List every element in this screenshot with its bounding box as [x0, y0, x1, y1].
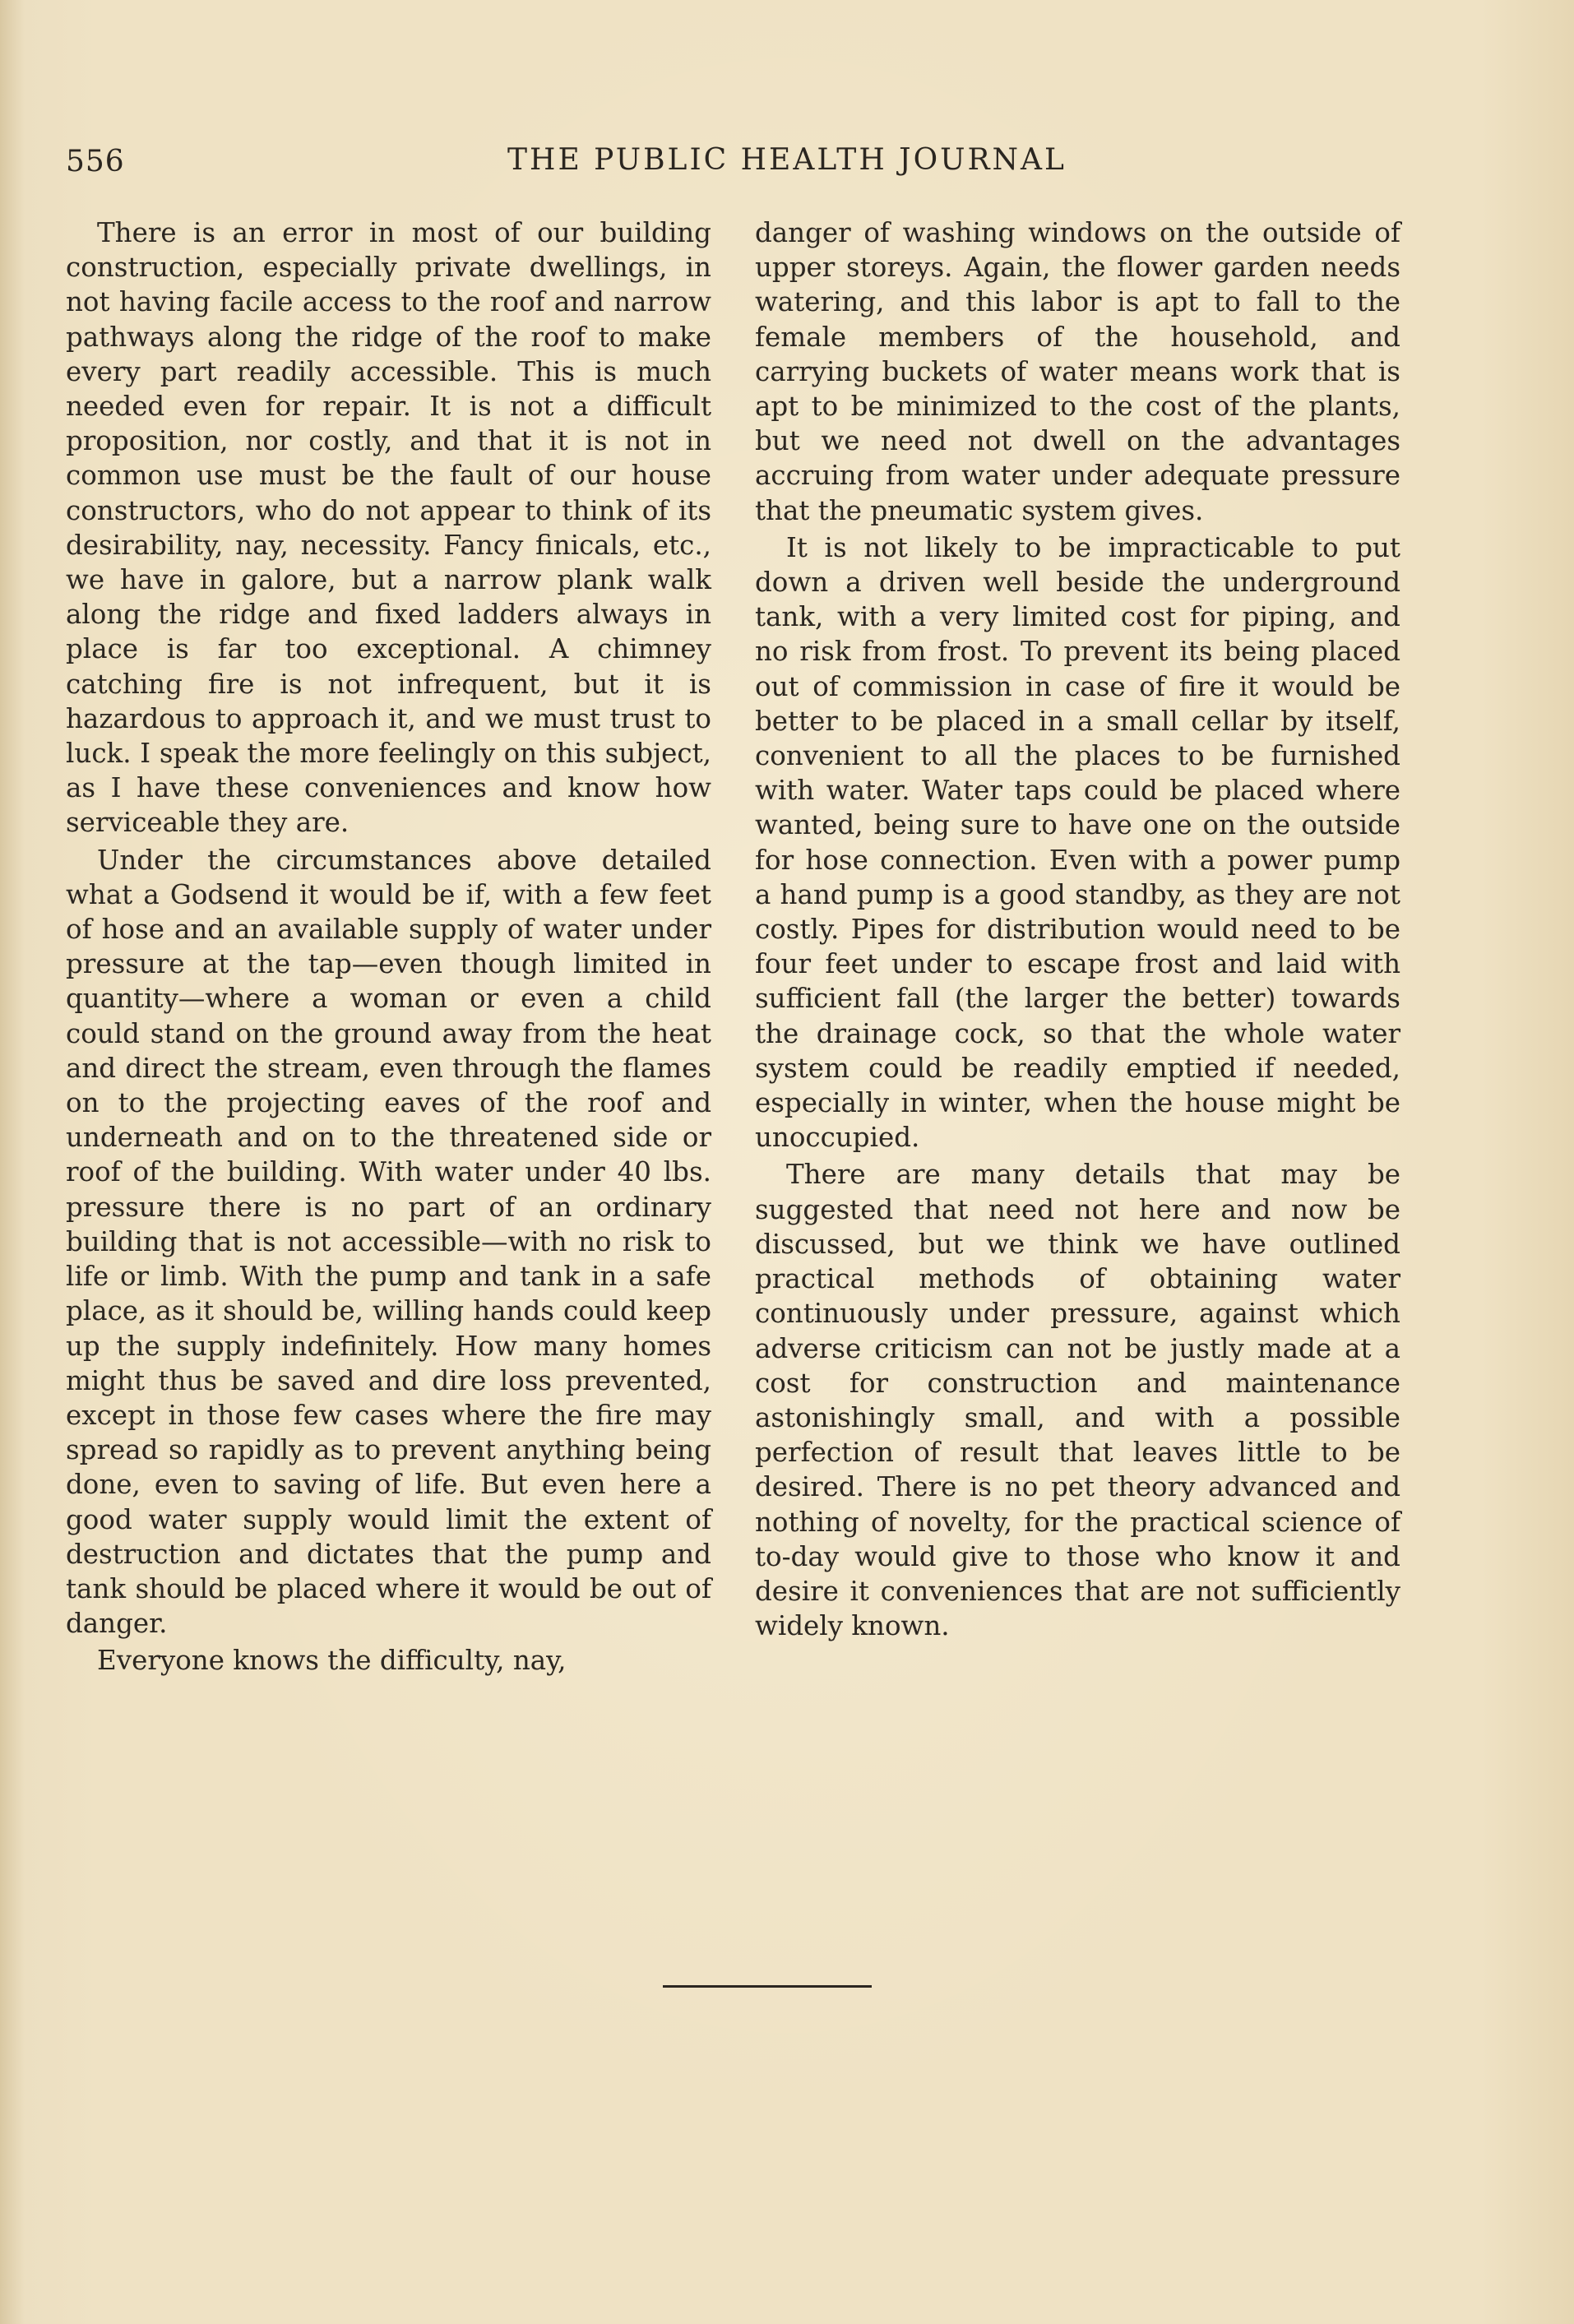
- paragraph: Under the circumstances above detailed what a Godsend it would be if, with a few feet of hose and an available supply of water under pressure at the tap—even though limited in quantity—where a woman or even a child could stand on the ground away from the heat and direct the stream, even through the flames on to the projecting eaves of the roof and underneath and on to the threatened side or roof of the building. With water under 40 lbs. pressure there is no part of an ordinary building that is not accessible—with no risk to life or limb. With the pump and tank in a safe place, as it should be, willing hands could keep up the supply indefinitely. How many homes might thus be saved and dire loss prevented, except in those few cases where the fire may spread so rapidly as to prevent anything being done, even to saving of life. But even here a good water supply would limit the extent of destruction and dictates that the pump and tank should be placed where it would be out of danger.: [66, 844, 711, 1640]
- left-column: [66, 215, 711, 1678]
- right-column: [755, 215, 1400, 1643]
- section-end-rule: [663, 1985, 872, 1988]
- paragraph: Everyone knows the difficulty, nay,: [97, 1645, 567, 1677]
- running-head-journal-title: THE PUBLIC HEALTH JOURNAL: [507, 143, 1067, 177]
- paragraph: It is not likely to be impracticable to put down a driven well beside the underground tank, with a very limited cost for piping, and no risk from frost. To prevent its being placed out of commission in case of fire it would be better to be placed in a small cellar by itself, convenient to all the places to be furnished with water. Water taps could be placed where wanted, being sure to have one on the outside for hose connection. Even with a power pump a hand pump is a good standby, as they are not costly. Pipes for distribution would need to be four feet under to escape frost and laid with sufficient fall (the larger the better) towards the drainage cock, so that the whole water system could be readily emptied if needed, especially in winter, when the house might be unoccupied.: [755, 531, 1400, 1154]
- paragraph-continued: danger of washing windows on the outside of upper storeys. Again, the flower garden needs watering, and this labor is apt to fall to the female members of the household, and carrying buckets of water means work that is apt to be minimized to the cost of the plants, but we need not dwell on the advantages accruing from water under adequate pressure that the pneumatic system gives.: [755, 217, 1400, 526]
- paragraph: There are many details that may be suggested that need not here and now be discussed, but we think we have outlined practical methods of obtaining water continuously under pressure, against which adverse criticism can not be justly made at a cost for construction and maintenance astonishingly small, and with a possible perfection of result that leaves little to be desired. There is no pet theory advanced and nothing of novelty, for the practical science of to-day would give to those who know it and desire it conveniences that are not sufficiently widely known.: [755, 1159, 1400, 1642]
- paragraph: There is an error in most of our building construction, especially private dwellings, in not having facile access to the roof and narrow pathways along the ridge of the roof to make every part readily accessible. This is much needed even for repair. It is not a difficult proposition, nor costly, and that it is not in common use must be the fault of our house constructors, who do not appear to think of its desirability, nay, necessity. Fancy finicals, etc., we have in galore, but a narrow plank walk along the ridge and fixed ladders always in place is far too exceptional. A chimney catching fire is not infrequent, but it is hazardous to approach it, and we must trust to luck. I speak the more feelingly on this subject, as I have these conveniences and know how serviceable they are.: [66, 217, 711, 839]
- page-number: 556: [66, 145, 125, 178]
